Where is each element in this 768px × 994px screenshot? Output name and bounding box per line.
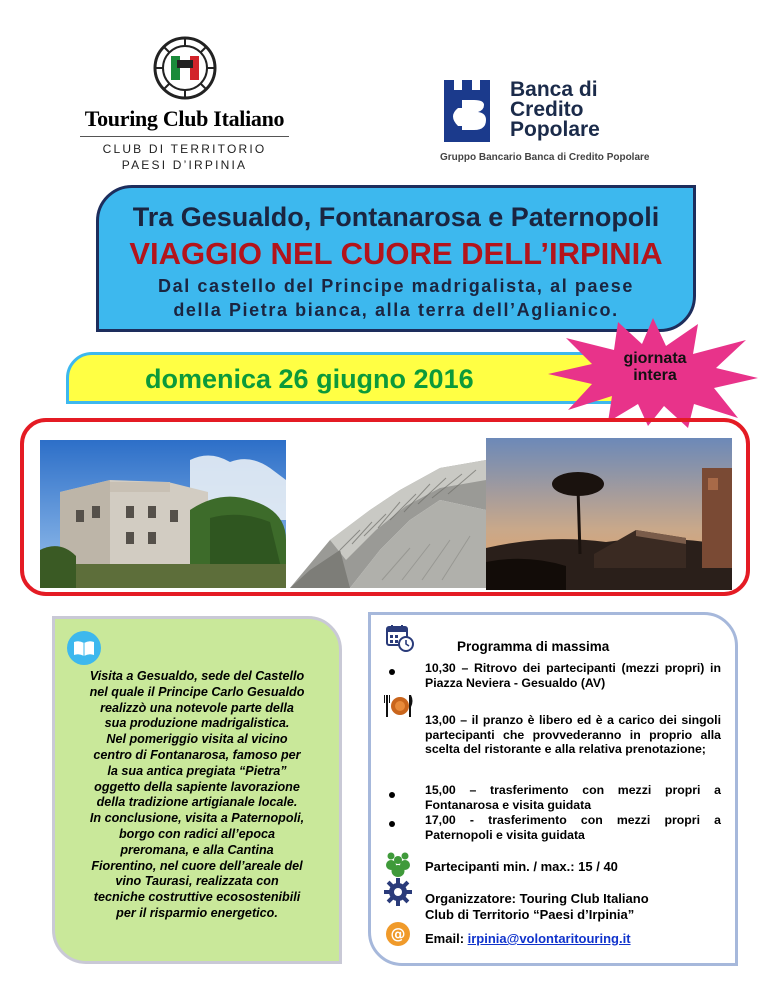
- banner-subtitle: Tra Gesualdo, Fontanarosa e Paternopoli: [132, 202, 660, 232]
- bullet-icon: [389, 792, 395, 798]
- touring-club-logo: [72, 36, 297, 173]
- duration-badge: [600, 350, 710, 384]
- program-item-4: 17,00 - trasferimento con mezzi propri a Paternopoli e visita guidata: [425, 813, 721, 842]
- program-item-3: 15,00 – trasferimento con mezzi propri a Fontanarosa e visita guidata: [425, 783, 721, 812]
- desc-line: centro di Fontanarosa, famoso per: [93, 747, 301, 762]
- tci-divider: [80, 136, 289, 137]
- at-sign-icon: [385, 921, 411, 947]
- desc-line: la sua antica pregiata “Pietra”: [107, 763, 287, 778]
- badge-line2: intera: [633, 367, 677, 384]
- title-banner: [96, 185, 696, 332]
- program-title: Programma di massima: [457, 639, 610, 654]
- calendar-clock-icon: [385, 623, 415, 653]
- bullet-icon: [389, 669, 395, 675]
- tci-name: Touring Club Italiano: [84, 106, 285, 131]
- stone-photo: [290, 440, 486, 588]
- desc-line: realizzò una notevole parte della: [100, 700, 294, 715]
- svg-text:@: @: [390, 925, 406, 943]
- people-group-icon: [383, 849, 413, 879]
- bank-line3: Popolare: [510, 118, 600, 141]
- tci-sub2: PAESI D’IRPINIA: [121, 158, 248, 172]
- tci-sub1: CLUB DI TERRITORIO: [102, 142, 267, 156]
- badge-line1: giornata: [623, 350, 687, 367]
- desc-line: della tradizione artigianale locale.: [96, 795, 298, 810]
- bank-line1: Banca di: [510, 78, 598, 101]
- participants-text: Partecipanti min. / max.: 15 / 40: [425, 859, 618, 874]
- email-link[interactable]: irpinia@volontaritouring.it: [467, 931, 631, 946]
- description-text: [65, 669, 329, 922]
- organizer-line2: Club di Territorio “Paesi d’Irpinia”: [425, 907, 635, 922]
- organizer-line1: Organizzatore: Touring Club Italiano: [425, 891, 649, 906]
- desc-line: nel quale il Principe Carlo Gesualdo: [89, 684, 305, 699]
- cutlery-plate-icon: [383, 693, 415, 719]
- desc-line: tecniche costruttive ecosostenibili: [93, 890, 301, 905]
- program-box: [368, 612, 738, 966]
- description-box: [52, 616, 342, 964]
- desc-line: Nel pomeriggio visita al vicino: [106, 732, 288, 747]
- bank-mark-icon: [440, 80, 500, 146]
- desc-line: sua produzione madrigalistica.: [104, 716, 290, 731]
- gear-icon: [383, 877, 413, 907]
- desc-line: preromana, e alla Cantina: [120, 842, 274, 857]
- winery-photo: [486, 438, 732, 590]
- program-item-2: 13,00 – il pranzo è libero ed è a carico dei singoli partecipanti che provvederanno in proprio alla scelta del ristorante e alla relativa prenotazione;: [425, 713, 721, 756]
- desc-line: per il risparmio energetico.: [116, 905, 278, 920]
- desc-line: Visita a Gesualdo, sede del Castello: [89, 669, 305, 683]
- event-date: domenica 26 giugno 2016: [145, 364, 474, 394]
- photo-frame: [20, 418, 750, 596]
- banner-tagline-1: Dal castello del Principe madrigalista, al paese: [158, 276, 634, 296]
- program-item-1: 10,30 – Ritrovo dei partecipanti (mezzi propri) in Piazza Neviera - Gesualdo (AV): [425, 661, 721, 690]
- email-label: Email: [425, 931, 460, 946]
- castle-photo: [40, 440, 286, 588]
- desc-line: borgo con radici all’epoca: [118, 826, 276, 841]
- book-icon: [67, 631, 101, 665]
- desc-line: Fiorentino, nel cuore dell’areale del: [91, 858, 303, 873]
- tci-emblem-icon: [153, 36, 217, 100]
- bank-name: [510, 80, 600, 140]
- bullet-icon: [389, 821, 395, 827]
- bank-group: Gruppo Bancario Banca di Credito Popolare: [440, 152, 650, 163]
- desc-line: vino Taurasi, realizzata con: [115, 874, 279, 889]
- desc-line: oggetto della sapiente lavorazione: [94, 779, 300, 794]
- banner-tagline-2: della Pietra bianca, alla terra dell’Aglianico.: [173, 300, 619, 320]
- banner-title: VIAGGIO NEL CUORE DELL’IRPINIA: [129, 236, 663, 271]
- desc-line: In conclusione, visita a Paternopoli,: [89, 811, 305, 826]
- bank-line2: Credito: [510, 98, 584, 121]
- email-line: Email: irpinia@volontaritouring.it: [425, 931, 631, 946]
